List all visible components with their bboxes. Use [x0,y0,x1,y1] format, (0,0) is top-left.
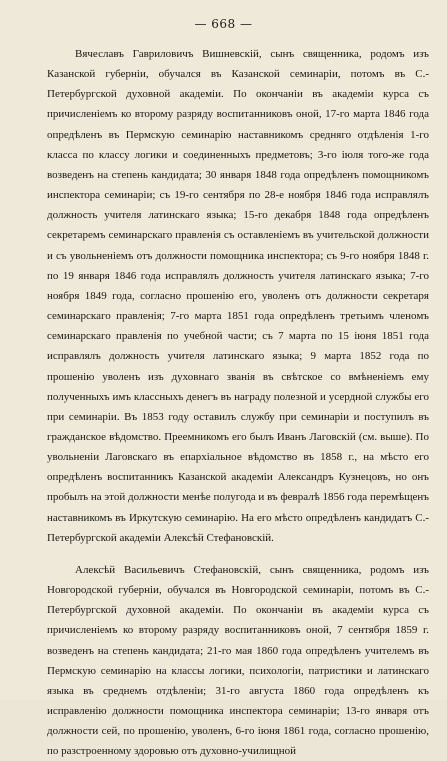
page-number: — 668 — [194,17,253,31]
paragraph-vishnevsky: Вячеславъ Гавриловичъ Вишневскій, сынъ священника, родомъ изъ Казанской губерніи, обучался въ Казанской семинаріи, потомъ въ С.-Петербургской духовной академіи. По окончаніи въ академіи курса съ причисленіемъ ко второму разряду воспитанниковъ оной, 17-го марта 1846 года опредѣленъ въ Пермскую семинарію наставникомъ средняго отдѣленія 1-го класса по классу логики и соединенныхъ предметовъ; 3-го іюля того-же года возведенъ на степень кандидата; 30 января 1848 года опредѣленъ помощникомъ инспектора семинаріи; съ 19-го сентября по 28-е ноября 1846 года исправлялъ должность учителя латинскаго языка; 15-го декабря 1848 года опредѣленъ секретаремъ семинарскаго правленія съ оставленіемъ въ учительской должности и съ увольненіемъ отъ должности помощника инспектора; съ 9-го ноября 1848 г. по 19 января 1846 года исправлялъ должность учителя латинскаго языка; 7-го ноября 1849 года, согласно прошенію его, уволенъ отъ должности секретаря семинарскаго правленія; 7-го марта 1851 года опредѣленъ третьимъ членомъ семинарскаго правленія по учебной части; съ 7 марта по 15 іюня 1851 года исправлялъ должность учителя латинскаго языка; 9 марта 1852 года по прошенію уволенъ изъ духовнаго званія въ свѣтское со вмѣненіемъ ему полученныхъ имъ классныхъ денегъ въ награду полезной и усердной службы его при семинаріи. Въ 1853 году оставилъ службу при семинаріи и поступилъ въ гражданское вѣдомство. Преемникомъ его былъ Иванъ Лаговскій (см. выше). По увольненіи Лаговскаго въ епархіальное вѣдомство въ 1858 г., на мѣсто его опредѣленъ воспитанникъ Казанской академіи Александръ Кузнецовъ, но онъ пробылъ на этой должности менѣе полугода и въ февралѣ 1856 года перемѣщенъ наставникомъ въ Иркутскую семинарію. На его мѣсто опредѣленъ кандидатъ С.-Петербургской академіи Алексѣй Стефановскій. [47,48,429,544]
page-body [47,44,429,761]
paragraph-stefanovsky: Алексѣй Васильевичъ Стефановскій, сынъ священника, родомъ изъ Новгородской губерніи, обучался въ Новгородской семинаріи, потомъ въ С.-Петербургской духовной академіи. По окончаніи въ академіи курса съ причисленіемъ ко второму разряду воспитанниковъ оной, 7 сентября 1859 г. возведенъ на степень кандидата; 21-го мая 1860 года опредѣленъ учителемъ въ Пермскую семинарію на классы логики, психологіи, патристики и латинскаго языка въ среднемъ отдѣленіи; 31-го августа 1860 года опредѣленъ къ исправленію должности помощника инспектора семинаріи; 13-го января отъ должности сей, по прошенію, уволенъ, 6-го іюня 1861 года, согласно прошенію, по разстроенному здоровью отъ духовно-училищной [47,563,429,758]
